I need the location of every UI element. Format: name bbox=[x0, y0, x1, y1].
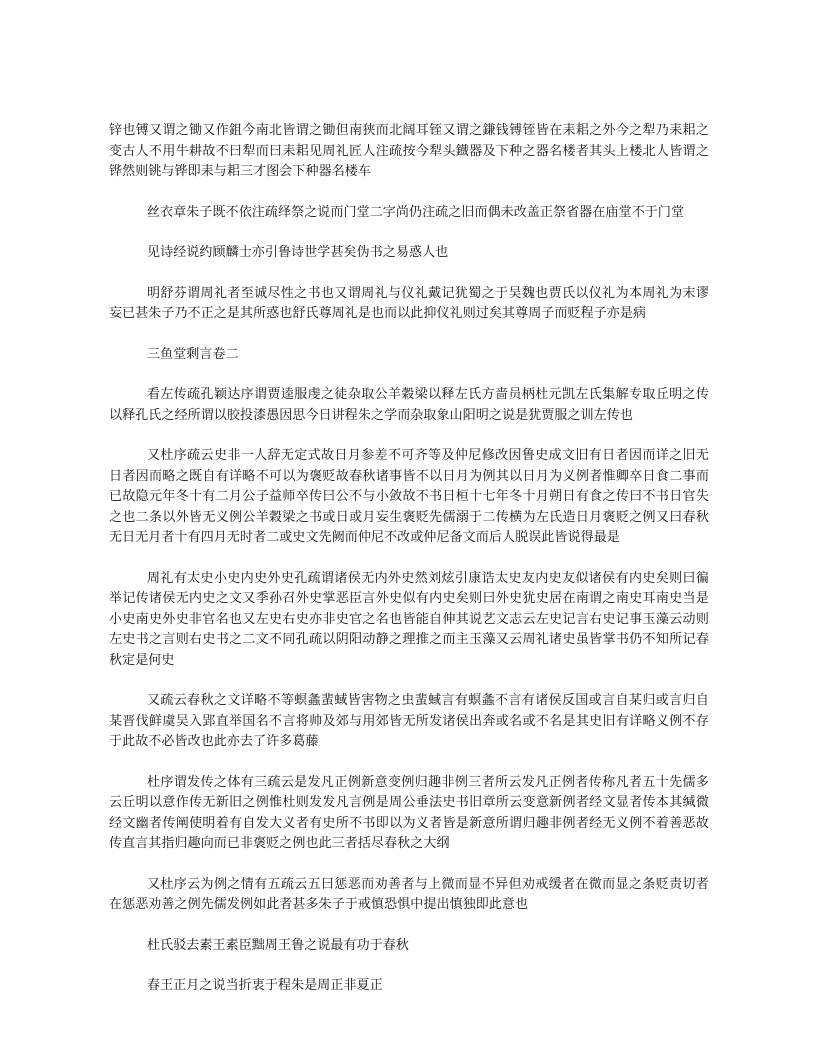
paragraph: 春王正月之说当折衷于程朱是周正非夏正 bbox=[147, 978, 383, 993]
paragraph: 杜氏驳去素王素臣黜周王鲁之说最有功于春秋 bbox=[147, 937, 410, 953]
section-heading: 三鱼堂剩言卷二 bbox=[147, 346, 239, 362]
paragraph: 又杜序疏云史非一人辞无定式故日月参差不可齐等及仲尼修改因鲁史成文旧有日者因而详之旧无日者因而略之既自有详略不可以为褒贬故春秋诸事皆不以日月为例其以日月为义例者惟卿卒日食二事而已故隐元年冬十有二月公子益师卒传曰公不与小敛故不书日桓十七年冬十月朔日有食之传曰不书日官失之也二条以外皆无义例公羊穀梁之书或日或月妄生褒贬先儒溺于二传横为左氏造日月褒贬之例又曰春秋无日无月者十有四月无时者二或史文先阙而仲尼不改或仲尼备文而后人脱误此皆说得最是 bbox=[109, 448, 709, 545]
paragraph: 明舒芬谓周礼者至诚尽性之书也又谓周礼与仪礼戴记犹蜀之于吴魏也贾氏以仪礼为本周礼为末谬妄已甚朱子乃不正之是其所惑也舒氏尊周礼是也而以此抑仪礼则过矣其尊周子而贬程子亦是病 bbox=[109, 285, 709, 321]
paragraph: 看左传疏孔颖达序谓贾逵服虔之徒杂取公羊穀梁以释左氏方啬员柄杜元凯左氏集解专取丘明之传以释孔氏之经所谓以胶投漆愚因思今日讲程朱之学而杂取象山阳明之说是犹贾服之训左传也 bbox=[109, 387, 709, 423]
paragraph: 杜序谓发传之体有三疏云是发凡正例新意变例归趣非例三者所云发凡正例者传称凡者五十先儒多云丘明以意作传无新旧之例惟杜则发发凡言例是周公垂法史书旧章所云变意新例者经文显者传本其缄微经文幽者传阐使明着有自发大义者有史所不书即以为义者皆是新意所谓归趣非例者经无义例不着善恶故传直言其指归趣向而已非褒贬之例也此三者括尽春秋之大纲 bbox=[109, 774, 709, 851]
document-page bbox=[109, 121, 709, 1017]
paragraph: 又杜序云为例之情有五疏云五曰惩恶而劝善者与上微而显不异但劝戒缓者在微而显之条贬责切者在惩恶劝善之例先儒发例如此者甚多朱子于戒慎恐惧中提出慎独即此意也 bbox=[109, 876, 709, 912]
paragraph: 见诗经说约顾麟士亦引鲁诗世学甚矣伪书之易惑人也 bbox=[147, 245, 449, 260]
paragraph: 又疏云春秋之文详略不等螟螽蜚蜮皆害物之虫蜚蜮言有螟螽不言有诸侯反国或言自某归或言归自某晋伐鲜虞吴入郢直举国名不言将帅及郊与用郊皆无所发诸侯出奔或名或不名是其史旧有详略义例不存于此故不必皆改也此亦去了许多葛藤 bbox=[109, 693, 709, 749]
paragraph: 丝衣章朱子既不依注疏绎祭之说而门堂二字尚仍注疏之旧而偶未改盖正祭省器在庙堂不于门堂 bbox=[147, 204, 685, 220]
paragraph: 锌也镈又谓之锄又作鉏今南北皆谓之锄但南狭而北阔耳铚又谓之鎌钱镈铚皆在耒耜之外今之犁乃耒耜之变古人不用牛耕故不曰犁而曰耒耜见周礼匠人注疏按今犁头鐡器及下种之器名楼者其头上楼北人皆谓之铧然则铫与铧即耒与耜三才图会下种器名楼车 bbox=[109, 123, 709, 179]
paragraph: 周礼有太史小史内史外史孔疏谓诸侯无内外史然刘炫引康诰太史友内史友似诸侯有内史矣则曰徧举记传诸侯无内史之文又季孙召外史掌恶臣言外史似有内史矣则曰外史犹史居在南谓之南史耳南史当是小史南史外史非官名也又左史右史亦非史官之名也皆能自伸其说艺文志云左史记言右史记事玉藻云动则左史书之言则右史书之二文不同孔疏以阴阳动静之理推之而主玉藻又云周礼诸史虽皆掌书仍不知所记春秋定是何史 bbox=[109, 570, 709, 668]
